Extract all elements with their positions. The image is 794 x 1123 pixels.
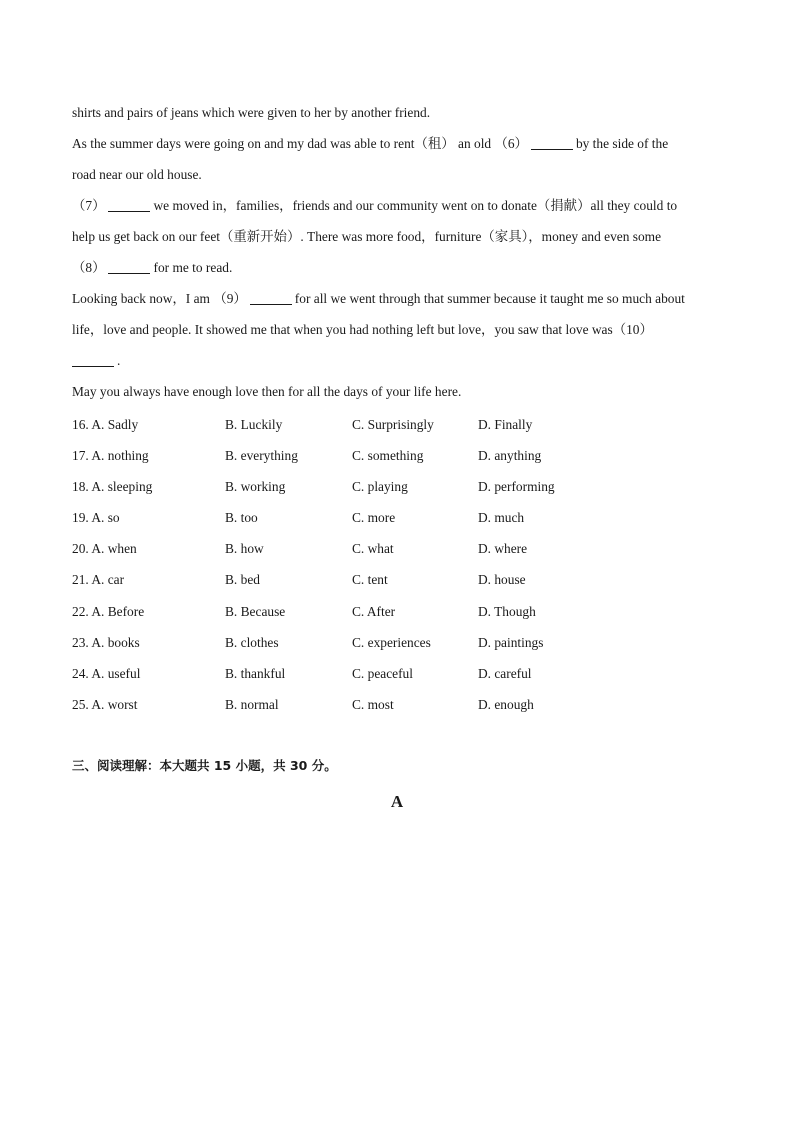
option-c: C. most xyxy=(352,696,394,712)
section-heading: 三、阅读理解：本大题共 15 小题，共 30 分。 xyxy=(72,758,337,773)
answer-blank-8 xyxy=(108,259,150,274)
option-c: C. Surprisingly xyxy=(352,417,434,432)
blank-number: （7） xyxy=(72,198,106,213)
option-c: C. something xyxy=(352,448,424,464)
passage-text: for all we went through that summer because it taught me so much about xyxy=(294,291,685,306)
passage-line xyxy=(72,345,722,376)
option-d: D. Finally xyxy=(478,417,533,432)
option-c: C. more xyxy=(352,510,396,526)
option-a: 24. A. useful xyxy=(72,665,141,681)
blank-number: （8） xyxy=(72,260,106,275)
option-b: B. everything xyxy=(225,448,298,464)
passage-text: help us get back on our feet（重新开始）. There was more food，furniture（家具），money and even some xyxy=(72,229,662,244)
option-a: 25. A. worst xyxy=(72,696,138,712)
passage-text: life，love and people. It showed me that when you had nothing left but love，you saw that love was（10） xyxy=(72,322,653,337)
option-a: 19. A. so xyxy=(72,510,120,526)
question-row xyxy=(72,627,712,658)
passage-line xyxy=(72,97,722,128)
option-b: B. clothes xyxy=(225,634,279,650)
option-a: 18. A. sleeping xyxy=(72,479,153,495)
option-b: B. Because xyxy=(225,603,286,619)
question-row xyxy=(72,596,712,627)
passage-line xyxy=(72,314,722,345)
option-d: D. much xyxy=(478,510,525,526)
question-row xyxy=(72,658,712,689)
option-a: 16. A. Sadly xyxy=(72,417,139,432)
option-c: C. tent xyxy=(352,572,388,588)
question-row xyxy=(72,471,712,502)
passage-part-label: A xyxy=(390,792,404,811)
question-row xyxy=(72,533,712,564)
option-a: 21. A. car xyxy=(72,572,125,588)
passage-text: Looking back now，I am （9） xyxy=(72,291,247,306)
option-d: D. careful xyxy=(478,665,532,681)
passage-line xyxy=(72,128,722,159)
option-d: D. enough xyxy=(478,696,534,712)
answer-options xyxy=(72,409,712,720)
option-b: B. normal xyxy=(225,696,279,712)
passage-text: As the summer days were going on and my dad was able to rent（租） an old （6） xyxy=(72,136,528,151)
option-a: 17. A. nothing xyxy=(72,448,149,464)
passage-line xyxy=(72,190,722,221)
passage-line xyxy=(72,376,722,407)
passage-text: road near our old house. xyxy=(72,167,202,182)
option-b: B. thankful xyxy=(225,665,286,681)
option-c: C. After xyxy=(352,603,396,619)
option-c: C. what xyxy=(352,541,394,557)
option-a: 20. A. when xyxy=(72,541,137,557)
passage-line xyxy=(72,283,722,314)
question-row xyxy=(72,502,712,533)
option-d: D. performing xyxy=(478,479,555,495)
cloze-passage xyxy=(72,97,722,407)
option-d: D. anything xyxy=(478,448,542,464)
option-b: B. Luckily xyxy=(225,417,283,432)
passage-line xyxy=(72,252,722,283)
passage-text: for me to read. xyxy=(153,260,233,275)
answer-blank-6 xyxy=(531,135,573,150)
passage-text: by the side of the xyxy=(575,136,669,151)
option-c: C. experiences xyxy=(352,634,431,650)
option-b: B. too xyxy=(225,510,258,526)
question-row xyxy=(72,409,712,440)
passage-text: . xyxy=(117,353,121,368)
option-a: 23. A. books xyxy=(72,634,140,650)
option-d: D. where xyxy=(478,541,528,557)
question-row xyxy=(72,440,712,471)
answer-blank-9 xyxy=(250,290,292,305)
option-b: B. how xyxy=(225,541,264,557)
question-row xyxy=(72,689,712,720)
option-c: C. playing xyxy=(352,479,408,495)
passage-text: May you always have enough love then for all the days of your life here. xyxy=(72,384,462,399)
option-c: C. peaceful xyxy=(352,665,413,681)
question-row xyxy=(72,564,712,595)
passage-text: shirts and pairs of jeans which were given to her by another friend. xyxy=(72,105,431,120)
option-d: D. Though xyxy=(478,603,536,619)
option-d: D. house xyxy=(478,572,526,588)
option-a: 22. A. Before xyxy=(72,603,145,619)
passage-line xyxy=(72,221,722,252)
option-b: B. bed xyxy=(225,572,260,588)
answer-blank-7 xyxy=(108,197,150,212)
answer-blank-10 xyxy=(72,352,114,367)
option-b: B. working xyxy=(225,479,286,495)
option-d: D. paintings xyxy=(478,634,544,650)
passage-line xyxy=(72,159,722,190)
passage-text: we moved in，families，friends and our community went on to donate（捐献）all they could to xyxy=(153,198,678,213)
